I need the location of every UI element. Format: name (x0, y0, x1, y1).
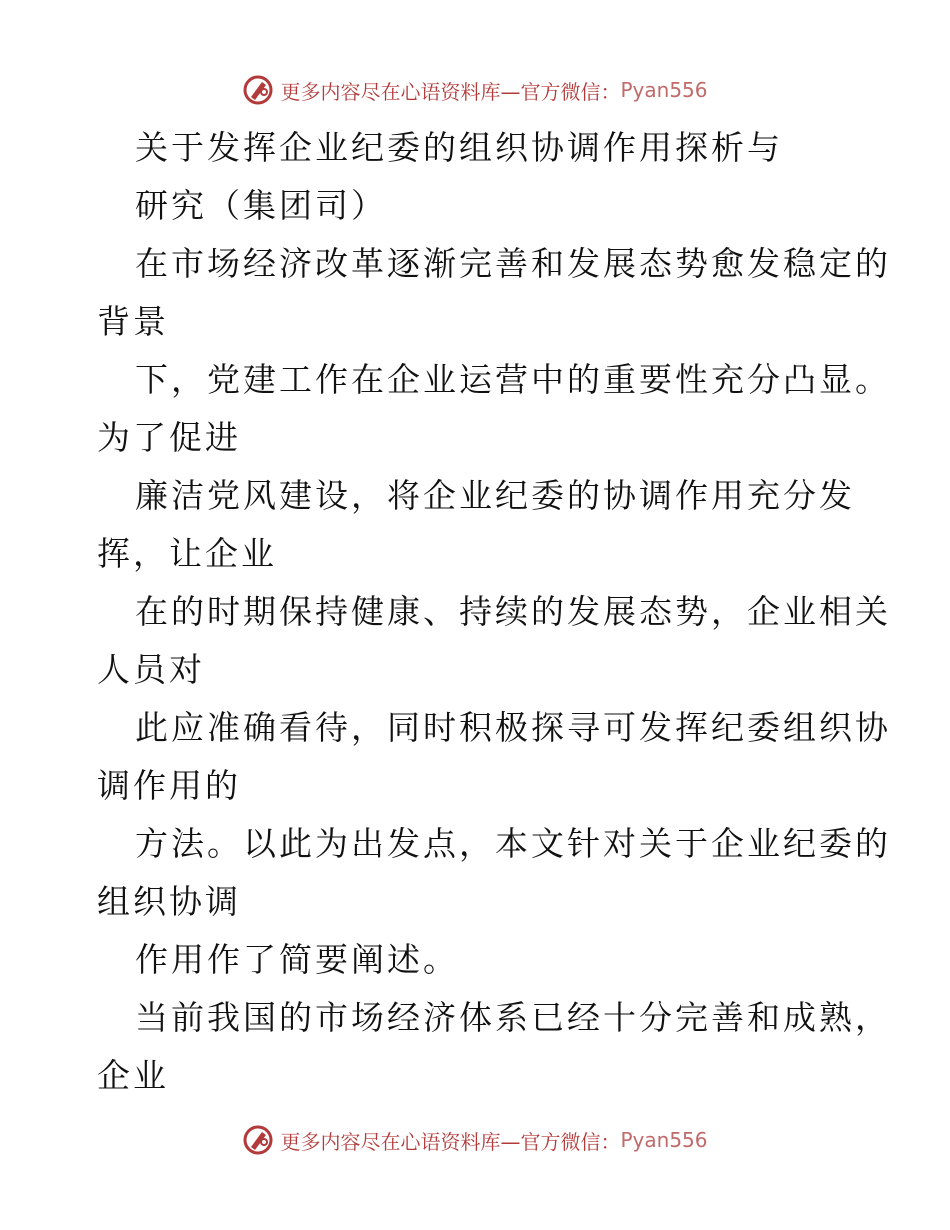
watermark-header (0, 70, 950, 110)
doc-line: 人员对 (97, 650, 205, 689)
doc-line: 在的时期保持健康、持续的发展态势，企业相关 (135, 592, 891, 631)
doc-line: 下，党建工作在企业运营中的重要性充分凸显。 (135, 360, 891, 399)
doc-line: 背景 (97, 302, 169, 341)
watermark-footer (0, 1120, 950, 1160)
doc-line: 在市场经济改革逐渐完善和发展态势愈发稳定的 (135, 244, 891, 283)
watermark-text: 更多内容尽在心语资料库—官方微信： (280, 1129, 621, 1154)
doc-line: 此应准确看待，同时积极探寻可发挥纪委组织协 (135, 708, 891, 747)
doc-title-line-2: 研究（集团司） (135, 186, 387, 225)
doc-title-line-1: 关于发挥企业纪委的组织协调作用探析与 (135, 128, 783, 167)
doc-line: 廉洁党风建设，将企业纪委的协调作用充分发 (135, 476, 855, 515)
doc-line: 方法。以此为出发点，本文针对关于企业纪委的 (135, 824, 891, 863)
watermark-handle: Pyan556 (620, 78, 708, 102)
watermark-handle: Pyan556 (620, 1128, 708, 1152)
doc-line: 组织协调 (97, 882, 241, 921)
doc-line: 当前我国的市场经济体系已经十分完善和成熟， (135, 998, 891, 1037)
pen-logo-icon (242, 74, 274, 106)
doc-line: 企业 (97, 1056, 169, 1095)
doc-line: 为了促进 (97, 418, 241, 457)
doc-line: 调作用的 (97, 766, 241, 805)
doc-line: 挥，让企业 (97, 534, 277, 573)
watermark-text: 更多内容尽在心语资料库—官方微信： (280, 79, 621, 104)
pen-logo-icon (242, 1124, 274, 1156)
doc-line: 作用作了简要阐述。 (135, 940, 459, 979)
